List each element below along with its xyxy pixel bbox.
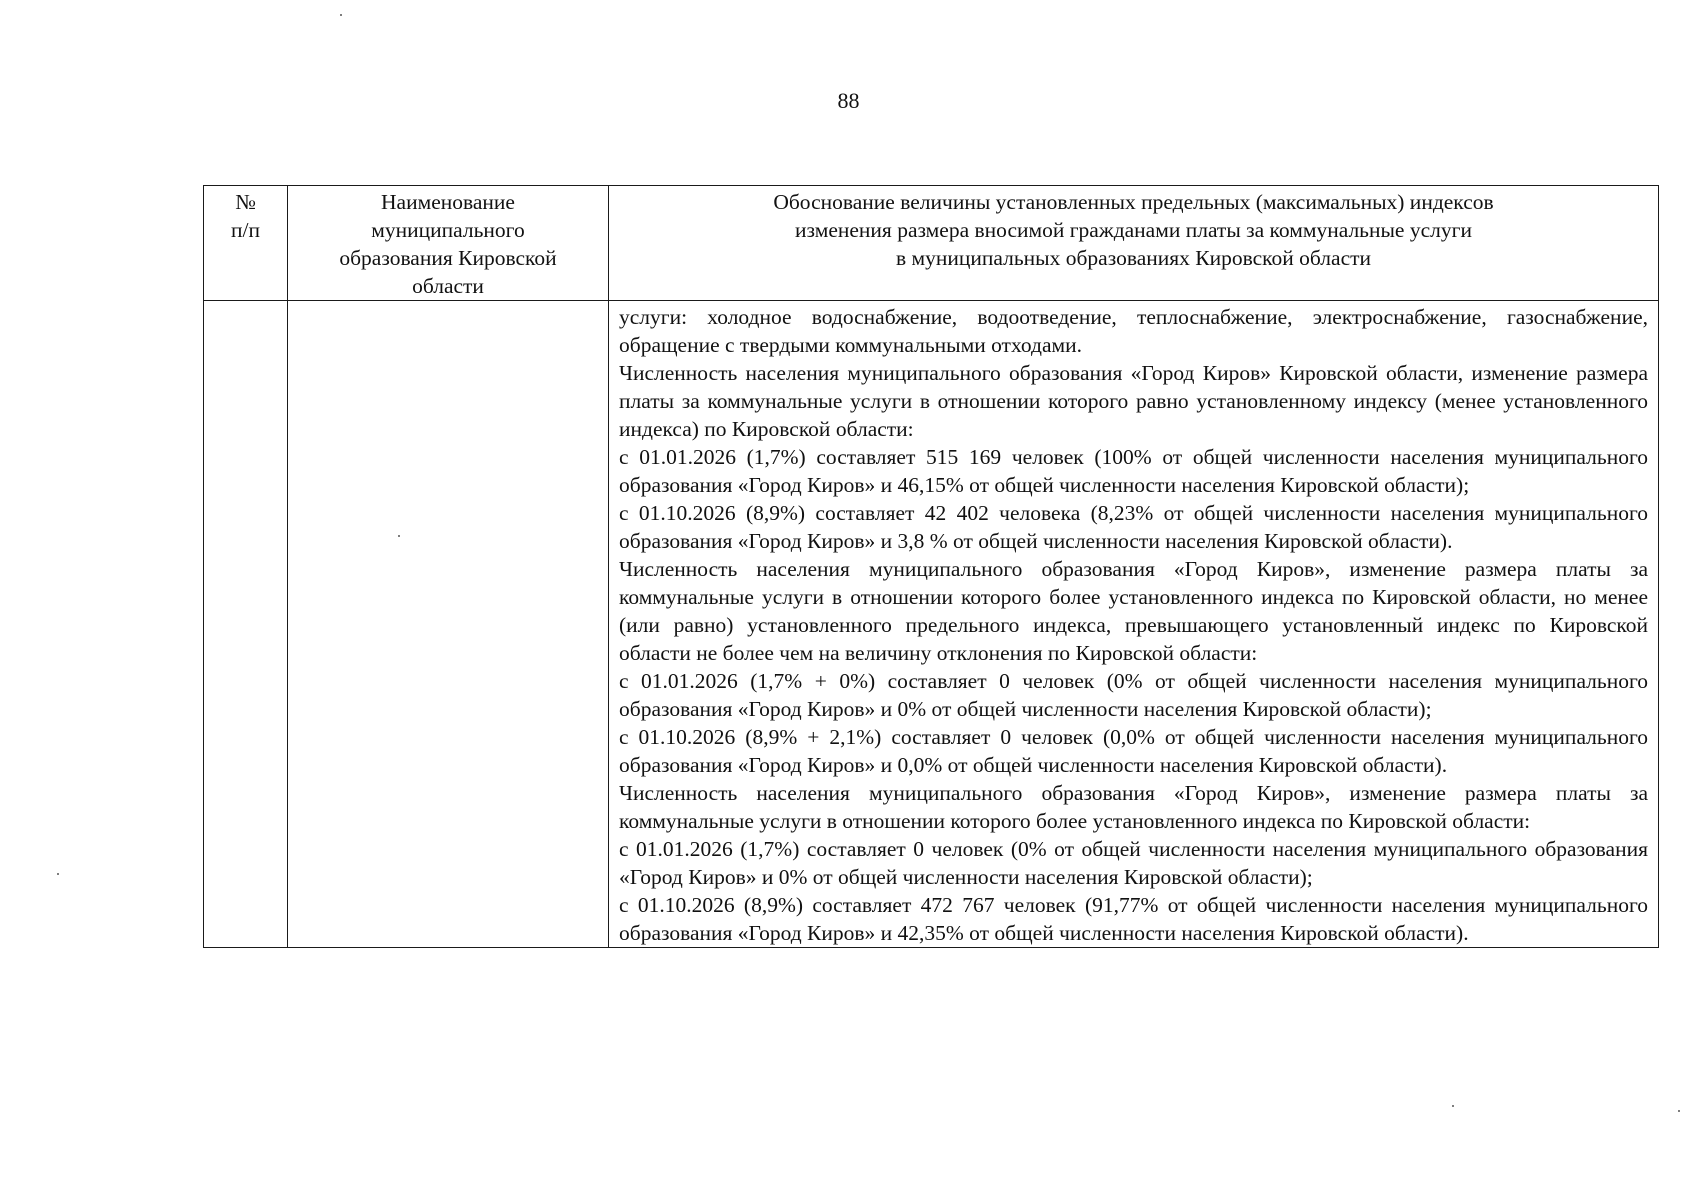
scan-speck [1452, 1105, 1454, 1107]
table-header-row [204, 186, 1659, 301]
header-number-line: п/п [231, 218, 260, 242]
justification-paragraph: с 01.10.2026 (8,9%) составляет 42 402 человека (8,23% от общей численности населения муниципального образования «Город Киров» и 3,8 % от общей численности населения Кировской области). [619, 501, 1648, 553]
justification-paragraph: с 01.10.2026 (8,9%) составляет 472 767 человек (91,77% от общей численности населения муниципального образования «Город Киров» и 42,35% от общей численности населения Кировской области). [619, 893, 1648, 945]
table-row [204, 301, 1659, 948]
header-municipality-line: муниципального [371, 218, 525, 242]
header-municipality-line: Наименование [381, 190, 515, 214]
justification-paragraph: Численность населения муниципального образования «Город Киров», изменение размера платы за коммунальные услуги в отношении которого более установленного индекса по Кировской области, но менее (или равно) установленного предельного индекса, превышающего установленный индекс по Кировской области не более чем на величину отклонения по Кировской области: [619, 557, 1648, 665]
justification-paragraph: Численность населения муниципального образования «Город Киров» Кировской области, изменение размера платы за коммунальные услуги в отношении которого равно установленному индексу (менее установленного индекса) по Кировской области: [619, 361, 1648, 441]
header-justification-line: изменения размера вносимой гражданами платы за коммунальные услуги [795, 218, 1472, 242]
page-number: 88 [837, 88, 860, 113]
header-justification [609, 186, 1659, 301]
scan-speck [1678, 1110, 1680, 1112]
justification-paragraph: с 01.01.2026 (1,7%) составляет 0 человек (0% от общей численности населения муниципального образования «Город Киров» и 0% от общей численности населения Кировской области); [619, 837, 1648, 889]
scan-speck [340, 14, 342, 16]
justification-paragraph: с 01.01.2026 (1,7% + 0%) составляет 0 человек (0% от общей численности населения муниципального образования «Город Киров» и 0% от общей численности населения Кировской области); [619, 669, 1648, 721]
header-municipality-line: образования Кировской [339, 246, 557, 270]
row-justification-cell [609, 301, 1659, 948]
justification-paragraph: с 01.01.2026 (1,7%) составляет 515 169 человек (100% от общей численности населения муниципального образования «Город Киров» и 46,15% от общей численности населения Кировской области); [619, 445, 1648, 497]
justification-paragraph: услуги: холодное водоснабжение, водоотведение, теплоснабжение, электроснабжение, газоснабжение, обращение с твердыми коммунальными отходами. [619, 305, 1648, 357]
header-number [204, 186, 288, 301]
row-number-cell [204, 301, 288, 948]
header-municipality-line: области [412, 274, 484, 298]
justification-paragraph: с 01.10.2026 (8,9% + 2,1%) составляет 0 человек (0,0% от общей численности населения муниципального образования «Город Киров» и 0,0% от общей численности населения Кировской области). [619, 725, 1648, 777]
header-municipality [288, 186, 609, 301]
header-justification-line: Обоснование величины установленных предельных (максимальных) индексов [773, 190, 1494, 214]
justification-paragraph: Численность населения муниципального образования «Город Киров», изменение размера платы за коммунальные услуги в отношении которого более установленного индекса по Кировской области: [619, 781, 1648, 833]
row-municipality-cell [288, 301, 609, 948]
scan-speck [57, 873, 59, 875]
justification-table [203, 185, 1659, 948]
header-justification-line: в муниципальных образованиях Кировской области [895, 246, 1372, 270]
scan-speck [398, 535, 400, 537]
header-number-line: № [235, 190, 256, 214]
